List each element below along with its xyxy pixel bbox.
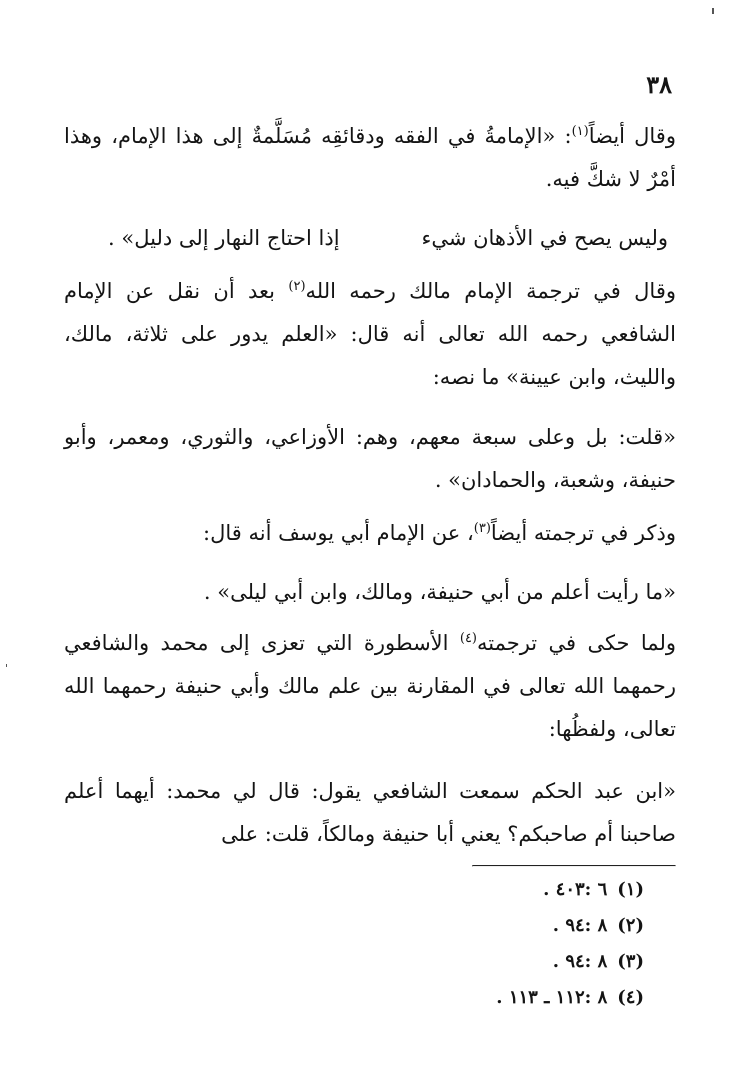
footnote-item <box>384 980 644 1016</box>
scan-artifact-mark <box>6 664 7 667</box>
paragraph-5: «ما رأيت أعلم من أبي حنيفة، ومالك، وابن أبي ليلى» . <box>203 580 676 604</box>
footnote-item <box>384 908 644 944</box>
paragraph-7: «ابن عبد الحكم سمعت الشافعي يقول: قال لي محمد: أيهما أعلم صاحبنا أم صاحبكم؟ يعني أبا حنيفة ومالكاً، قلت: على <box>64 779 676 846</box>
footnote-text: ٨ :٩٤ . <box>552 951 608 972</box>
footnote-text: ٨ :١١٢ ـ ١١٣ . <box>496 987 608 1008</box>
footnotes-list <box>384 872 644 1016</box>
paragraph-text: بعد أن نقل عن الإمام الشافعي رحمه الله تعالى أنه قال: «العلم يدور على ثلاثة، مالك، والليث، وابن عيينة» ما نصه: <box>64 279 676 389</box>
footnote-reference: (٤) <box>459 631 477 646</box>
verse-second-hemistich: إذا احتاج النهار إلى دليل» . <box>108 226 340 250</box>
paragraph-4 <box>64 512 676 555</box>
paragraph-text: : «الإمامةُ في الفقه ودقائقِه مُسَلَّمةٌ إلى هذا الإمام، وهذا أمْرٌ لا شكَّ فيه. <box>64 124 676 191</box>
paragraph-1 <box>64 115 676 201</box>
paragraph-2 <box>64 270 676 399</box>
footnote-item <box>384 872 644 908</box>
footnote-reference: (٢) <box>288 279 306 294</box>
verse-first-hemistich: وليس يصح في الأذهان شيء <box>421 226 668 250</box>
poetry-verse <box>108 226 668 252</box>
footnote-number: (١) <box>617 879 644 900</box>
footnote-number: (٢) <box>617 915 644 936</box>
paragraph-3: «قلت: بل وعلى سبعة معهم، وهم: الأوزاعي، والثوري، ومعمر، وأبو حنيفة، وشعبة، والحمادان» . <box>64 425 676 492</box>
scan-artifact-mark <box>712 8 714 14</box>
footnote-separator <box>472 865 676 867</box>
footnote-number: (٤) <box>617 987 644 1008</box>
footnote-text: ٦ :٤٠٣ . <box>543 879 608 900</box>
footnote-text: ٨ :٩٤ . <box>552 915 608 936</box>
paragraph-text: ، عن الإمام أبي يوسف أنه قال: <box>203 521 474 545</box>
footnote-number: (٣) <box>617 951 644 972</box>
paragraph-text: وذكر في ترجمته أيضاً <box>490 521 676 545</box>
page-number: ٣٨ <box>646 70 672 99</box>
footnote-reference: (٣) <box>473 521 491 536</box>
footnote-reference: (١) <box>571 124 589 139</box>
paragraph-text: وقال أيضاً <box>588 124 676 148</box>
footnote-item <box>384 944 644 980</box>
paragraph-6 <box>64 622 676 751</box>
paragraph-text: وقال في ترجمة الإمام مالك رحمه الله <box>305 279 676 303</box>
paragraph-text: الأسطورة التي تعزى إلى محمد والشافعي رحمهما الله تعالى في المقارنة بين علم مالك وأبي حنيفة رحمهما الله تعالى، ولفظُها: <box>64 631 676 741</box>
paragraph-text: ولما حكى في ترجمته <box>477 631 676 655</box>
